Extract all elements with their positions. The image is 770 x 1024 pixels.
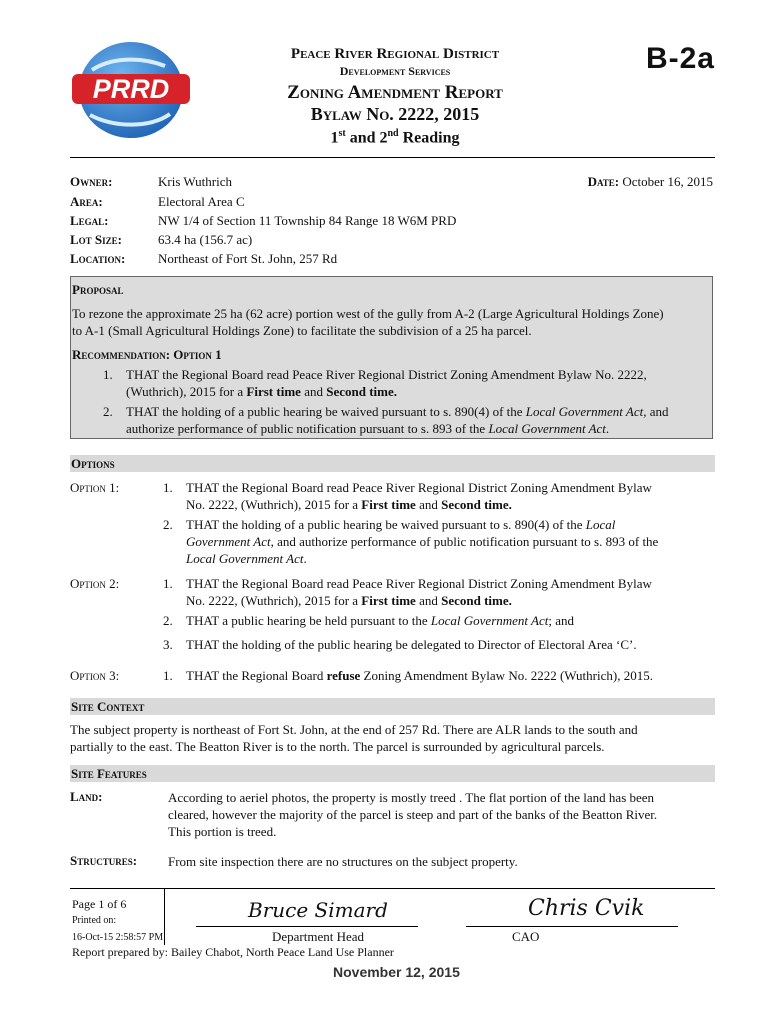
option-2-item-3-number: 3. <box>163 637 173 652</box>
proposal-line-1: To rezone the approximate 25 ha (62 acre) portion west of the gully from A-2 (Large Agricultural Holdings Zone) <box>72 306 664 321</box>
structures-text: From site inspection there are no structures on the subject property. <box>168 854 518 869</box>
option-1-item-1-line-2: No. 2222, (Wuthrich), 2015 for a First time and Second time. <box>186 497 512 512</box>
rec-1-line-2: (Wuthrich), 2015 for a First time and Second time. <box>126 384 397 399</box>
site-context-heading: Site Context <box>70 698 715 715</box>
bylaw-title: Bylaw No. 2222, 2015 <box>310 104 480 124</box>
option-1-item-2-number: 2. <box>163 517 173 532</box>
lot-size-value: 63.4 ha (156.7 ac) <box>158 232 253 247</box>
header-rule <box>70 157 715 158</box>
proposal-line-2: to A-1 (Small Agricultural Holdings Zone) to facilitate the subdivision of a 25 ha parcel. <box>72 323 532 338</box>
legal-value: NW 1/4 of Section 11 Township 84 Range 18 W6M PRD <box>158 213 457 228</box>
rec-2-line-2: authorize performance of public notification pursuant to s. 893 of the Local Government Act. <box>126 421 610 436</box>
option-3-item-1-number: 1. <box>163 668 173 683</box>
option-1-label: Option 1: <box>70 480 120 495</box>
option-1-item-1-number: 1. <box>163 480 173 495</box>
option-2-item-1-line-1: THAT the Regional Board read Peace River Regional District Zoning Amendment Bylaw <box>186 576 652 591</box>
rec-1-line-1: THAT the Regional Board read Peace River Regional District Zoning Amendment Bylaw No. 2222, <box>126 367 647 382</box>
page-number: Page 1 of 6 <box>72 897 127 911</box>
printed-timestamp: 16-Oct-15 2:58:57 PM <box>72 932 164 943</box>
department-head-label: Department Head <box>272 929 365 944</box>
globe-icon <box>70 40 192 140</box>
land-line-1: According to aeriel photos, the property is mostly treed . The flat portion of the land has been <box>168 790 655 805</box>
option-2-item-2-number: 2. <box>163 613 173 628</box>
option-3-item-1: THAT the Regional Board refuse Zoning Amendment Bylaw No. 2222 (Wuthrich), 2015. <box>186 668 653 683</box>
prepared-by: Report prepared by: Bailey Chabot, North Peace Land Use Planner <box>72 945 394 959</box>
option-2-item-1-number: 1. <box>163 576 173 591</box>
logo-wordmark: PRRD <box>92 74 170 104</box>
option-2-item-1-line-2: No. 2222, (Wuthrich), 2015 for a First time and Second time. <box>186 593 512 608</box>
printed-label: Printed on: <box>72 915 117 926</box>
option-1-item-2-line-3: Local Government Act. <box>186 551 307 566</box>
area-value: Electoral Area C <box>158 194 245 209</box>
site-context-line-1: The subject property is northeast of Fort St. John, at the end of 257 Rd. There are ALR lands to the south and <box>70 722 638 737</box>
site-features-heading: Site Features <box>70 765 715 782</box>
owner-label: Owner: <box>70 174 113 189</box>
department-head-signature: Bruce Simard <box>248 898 388 922</box>
rec-2-number: 2. <box>103 404 113 419</box>
cao-line <box>466 926 678 927</box>
proposal-box <box>70 276 713 439</box>
meeting-date-stamp: November 12, 2015 <box>333 964 460 980</box>
area-label: Area: <box>70 194 103 209</box>
location-value: Northeast of Fort St. John, 257 Rd <box>158 251 338 266</box>
option-1-item-2-line-1: THAT the holding of a public hearing be waived pursuant to s. 890(4) of the Local <box>186 517 616 532</box>
options-heading: Options <box>70 455 715 472</box>
recommendation-heading: Recommendation: Option 1 <box>72 347 222 362</box>
prrd-logo <box>70 40 192 140</box>
owner-value: Kris Wuthrich <box>158 174 232 189</box>
cao-label: CAO <box>512 929 540 944</box>
option-2-item-3: THAT the holding of the public hearing be delegated to Director of Electoral Area ‘C’. <box>186 637 637 652</box>
report-date: Date: October 16, 2015 <box>587 174 713 189</box>
option-2-item-2: THAT a public hearing be held pursuant to the Local Government Act; and <box>186 613 575 628</box>
org-name: Peace River Regional District <box>290 46 500 62</box>
proposal-heading: Proposal <box>72 282 124 297</box>
rec-1-number: 1. <box>103 367 113 382</box>
option-3-label: Option 3: <box>70 668 120 683</box>
land-label: Land: <box>70 789 103 804</box>
report-title: Zoning Amendment Report <box>287 82 503 103</box>
land-line-3: This portion is treed. <box>168 824 277 839</box>
land-line-2: cleared, however the majority of the parcel is steep and part of the banks of the Beatton River. <box>168 807 658 822</box>
agenda-badge: B-2a <box>645 42 715 75</box>
legal-label: Legal: <box>70 213 109 228</box>
option-2-label: Option 2: <box>70 576 120 591</box>
option-1-item-1-line-1: THAT the Regional Board read Peace River Regional District Zoning Amendment Bylaw <box>186 480 652 495</box>
structures-label: Structures: <box>70 853 138 868</box>
dept-name: Development Services <box>339 64 451 78</box>
site-context-line-2: partially to the east. The Beatton River is to the north. The parcel is surrounded by agricultural parcels. <box>70 739 605 754</box>
reading-title: 1st and 2nd Reading <box>330 128 460 147</box>
location-label: Location: <box>70 251 126 266</box>
option-1-item-2-line-2: Government Act, and authorize performance of public notification pursuant to s. 893 of the <box>186 534 659 549</box>
footer-rule <box>70 888 715 889</box>
rec-2-line-1: THAT the holding of a public hearing be waived pursuant to s. 890(4) of the Local Government Act, and <box>126 404 669 419</box>
department-head-line <box>196 926 418 927</box>
lot-size-label: Lot Size: <box>70 232 122 247</box>
cao-signature: Chris Cvik <box>528 896 645 921</box>
